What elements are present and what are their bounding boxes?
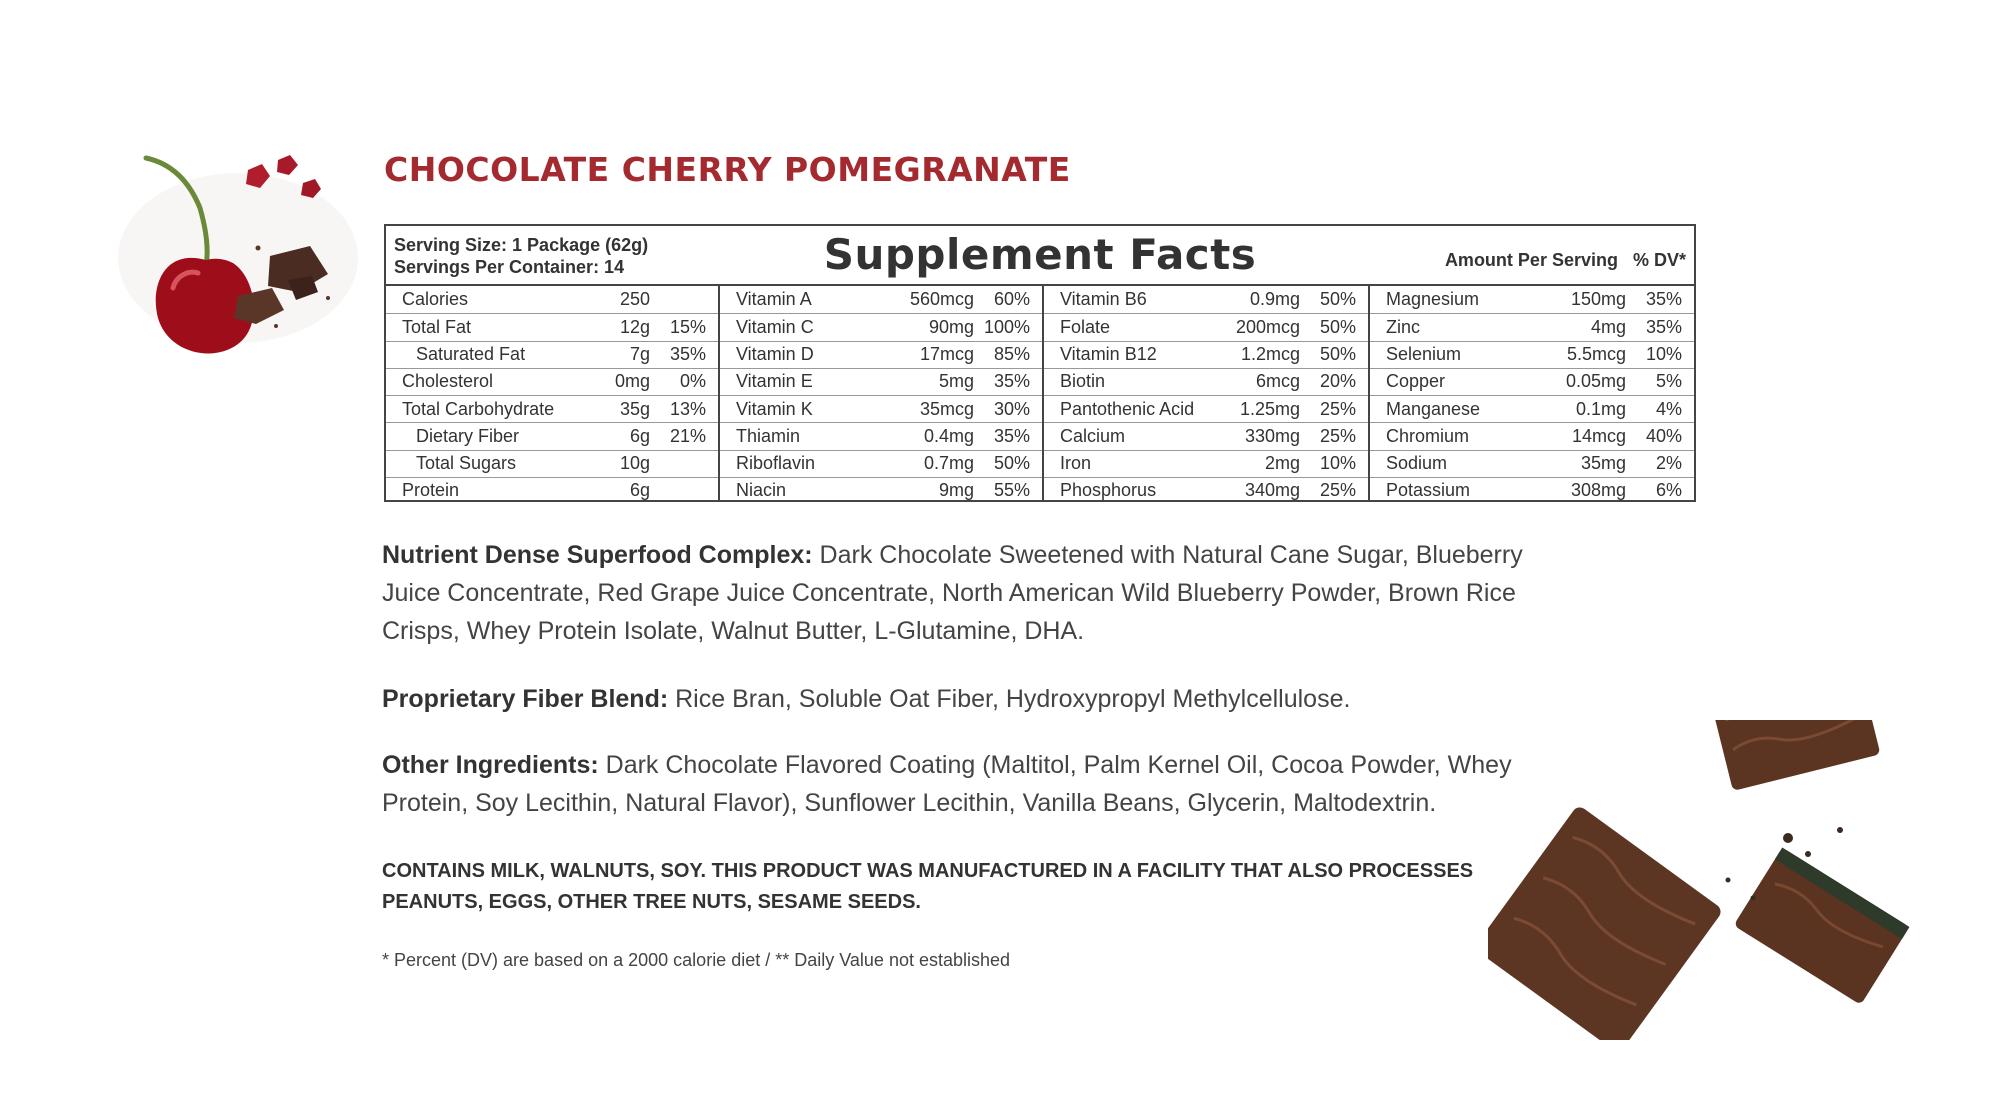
nutrient-row	[386, 286, 718, 313]
nutrient-amount: 17mcg	[919, 344, 974, 365]
nutrient-row	[1370, 395, 1694, 422]
nutrient-row	[720, 422, 1042, 449]
chocolate-bar-image	[1488, 720, 1958, 1040]
nutrient-name: Total Carbohydrate	[402, 398, 555, 419]
fiber-blend	[382, 680, 1542, 718]
nutrient-row	[1044, 450, 1368, 477]
nutrient-dv: 100%	[983, 316, 1030, 337]
nutrient-dv: 60%	[993, 289, 1030, 310]
nutrient-amount: 330mg	[1244, 425, 1300, 446]
nutrient-name: Magnesium	[1386, 289, 1480, 310]
nutrient-name: Sodium	[1386, 453, 1448, 474]
nutrient-row	[720, 450, 1042, 477]
nutrient-dv: 50%	[1319, 289, 1356, 310]
nutrient-row	[1370, 313, 1694, 340]
facts-column	[1370, 286, 1694, 500]
facts-column	[1044, 286, 1370, 500]
nutrient-amount: 35mg	[1580, 453, 1626, 474]
supplement-facts-panel	[384, 224, 1696, 502]
nutrient-dv: 25%	[1319, 398, 1356, 419]
nutrient-name: Saturated Fat	[416, 344, 526, 365]
nutrient-name: Thiamin	[736, 425, 801, 446]
nutrient-row	[386, 341, 718, 368]
nutrient-amount: 7g	[629, 344, 650, 365]
superfood-complex	[382, 536, 1542, 650]
nutrient-row	[386, 422, 718, 449]
facts-title: Supplement Facts	[823, 230, 1257, 279]
nutrient-amount: 6g	[629, 425, 650, 446]
nutrient-amount: 90mg	[928, 316, 974, 337]
allergen-statement: CONTAINS MILK, WALNUTS, SOY. THIS PRODUCT WAS MANUFACTURED IN A FACILITY THAT ALSO PROCESSES PEANUTS, EGGS, OTHER TREE NUTS, SESAME SEEDS.	[382, 860, 1474, 913]
nutrient-name: Vitamin D	[736, 344, 814, 365]
nutrient-row	[720, 341, 1042, 368]
nutrient-dv: 13%	[669, 398, 706, 419]
nutrient-dv: 50%	[1319, 344, 1356, 365]
nutrient-amount: 4mg	[1590, 316, 1626, 337]
nutrient-amount: 14mcg	[1571, 425, 1626, 446]
nutrient-amount: 35g	[619, 398, 650, 419]
nutrient-row	[1370, 341, 1694, 368]
nutrient-row	[1370, 286, 1694, 313]
nutrient-amount: 0.9mg	[1249, 289, 1300, 310]
nutrient-amount: 308mg	[1570, 480, 1626, 501]
nutrient-amount: 0.1mg	[1575, 398, 1626, 419]
nutrient-amount: 0mg	[614, 371, 650, 392]
nutrient-row	[386, 477, 718, 504]
other-text: Dark Chocolate Flavored Coating (Maltitol, Palm Kernel Oil, Cocoa Powder, Whey Protein, Soy Lecithin, Natural Flavor), Sunflower Lecithin, Vanilla Beans, Glycerin, Maltodextrin.	[382, 751, 1512, 817]
nutrient-row	[1370, 477, 1694, 504]
product-title: CHOCOLATE CHERRY POMEGRANATE	[384, 150, 1071, 189]
nutrient-amount: 9mg	[938, 480, 974, 501]
nutrient-name: Folate	[1060, 316, 1111, 337]
nutrient-name: Niacin	[736, 480, 787, 501]
nutrient-row	[1044, 368, 1368, 395]
nutrient-name: Calories	[402, 289, 469, 310]
nutrient-amount: 10g	[619, 453, 650, 474]
nutrient-amount: 0.05mg	[1565, 371, 1626, 392]
nutrient-row	[720, 286, 1042, 313]
superfood-label: Nutrient Dense Superfood Complex:	[382, 541, 813, 569]
nutrient-row	[1044, 286, 1368, 313]
nutrient-name: Riboflavin	[736, 453, 816, 474]
nutrient-row	[386, 450, 718, 477]
facts-column	[386, 286, 720, 500]
nutrient-amount: 1.25mg	[1239, 398, 1300, 419]
nutrient-row	[1044, 395, 1368, 422]
nutrient-amount: 12g	[619, 316, 650, 337]
other-ingredients	[382, 746, 1542, 822]
nutrient-dv: 85%	[993, 344, 1030, 365]
nutrient-name: Cholesterol	[402, 371, 494, 392]
nutrient-name: Copper	[1386, 371, 1446, 392]
nutrient-row	[720, 395, 1042, 422]
nutrient-row	[720, 477, 1042, 504]
nutrient-amount: 5mg	[938, 371, 974, 392]
nutrient-dv: 2%	[1655, 453, 1682, 474]
nutrient-row	[1370, 450, 1694, 477]
nutrient-amount: 560mcg	[909, 289, 974, 310]
nutrient-name: Vitamin B12	[1060, 344, 1157, 365]
facts-column	[720, 286, 1044, 500]
nutrient-dv: 30%	[993, 398, 1030, 419]
amount-header	[1435, 250, 1686, 271]
nutrient-amount: 1.2mcg	[1240, 344, 1300, 365]
facts-grid	[386, 286, 1694, 500]
nutrient-dv: 35%	[993, 425, 1030, 446]
nutrient-name: Protein	[402, 480, 460, 501]
nutrient-name: Vitamin B6	[1060, 289, 1147, 310]
other-label: Other Ingredients:	[382, 751, 599, 779]
superfood-text: Dark Chocolate Sweetened with Natural Cane Sugar, Blueberry Juice Concentrate, Red Grape Juice Concentrate, North American Wild Blueberry Powder, Brown Rice Crisps, Whey Protein Isolate, Walnut Butter, L-Glutamine, DHA.	[382, 541, 1523, 645]
nutrient-dv: 20%	[1319, 371, 1356, 392]
nutrient-dv: 35%	[993, 371, 1030, 392]
nutrient-dv: 6%	[1655, 480, 1682, 501]
nutrient-dv: 10%	[1645, 344, 1682, 365]
dv-label: % DV*	[1632, 250, 1686, 270]
nutrient-name: Calcium	[1060, 425, 1126, 446]
nutrient-amount: 6mcg	[1255, 371, 1300, 392]
nutrient-amount: 35mcg	[919, 398, 974, 419]
nutrient-name: Vitamin E	[736, 371, 813, 392]
cherry-chocolate-image	[88, 148, 368, 378]
dv-footnote: * Percent (DV) are based on a 2000 calorie diet / ** Daily Value not established	[382, 950, 1011, 970]
nutrient-name: Vitamin A	[736, 289, 812, 310]
nutrient-name: Zinc	[1386, 316, 1421, 337]
nutrient-dv: 50%	[993, 453, 1030, 474]
nutrient-dv: 5%	[1655, 371, 1682, 392]
nutrient-row	[1044, 341, 1368, 368]
nutrient-name: Total Fat	[402, 316, 472, 337]
nutrient-dv: 15%	[669, 316, 706, 337]
nutrient-row	[720, 368, 1042, 395]
servings-per-container: Servings Per Container: 14	[394, 257, 625, 277]
nutrient-name: Phosphorus	[1060, 480, 1157, 501]
nutrient-row	[386, 395, 718, 422]
nutrient-dv: 35%	[669, 344, 706, 365]
nutrient-amount: 200mcg	[1235, 316, 1300, 337]
fiber-text: Rice Bran, Soluble Oat Fiber, Hydroxypropyl Methylcellulose.	[675, 685, 1351, 713]
nutrient-name: Potassium	[1386, 480, 1471, 501]
nutrient-dv: 35%	[1645, 289, 1682, 310]
nutrient-row	[1044, 313, 1368, 340]
nutrient-name: Total Sugars	[416, 453, 517, 474]
nutrient-name: Selenium	[1386, 344, 1462, 365]
nutrient-dv: 40%	[1645, 425, 1682, 446]
nutrient-dv: 0%	[679, 371, 706, 392]
nutrient-dv: 21%	[669, 425, 706, 446]
amount-per-serving-label: Amount Per Serving	[1444, 250, 1618, 270]
nutrient-amount: 6g	[629, 480, 650, 501]
nutrient-name: Manganese	[1386, 398, 1481, 419]
nutrient-dv: 25%	[1319, 425, 1356, 446]
nutrient-name: Vitamin K	[736, 398, 813, 419]
nutrient-amount: 250	[619, 289, 650, 310]
nutrient-dv: 25%	[1319, 480, 1356, 501]
nutrient-row	[1044, 422, 1368, 449]
nutrient-name: Biotin	[1060, 371, 1106, 392]
nutrient-amount: 340mg	[1244, 480, 1300, 501]
nutrient-dv: 35%	[1645, 316, 1682, 337]
nutrient-amount: 0.4mg	[923, 425, 974, 446]
nutrient-name: Iron	[1060, 453, 1092, 474]
nutrient-dv: 10%	[1319, 453, 1356, 474]
facts-header	[386, 226, 1694, 286]
nutrient-row	[720, 313, 1042, 340]
nutrient-amount: 150mg	[1570, 289, 1626, 310]
nutrient-name: Dietary Fiber	[416, 425, 520, 446]
nutrient-name: Chromium	[1386, 425, 1470, 446]
nutrient-row	[386, 313, 718, 340]
nutrient-row	[386, 368, 718, 395]
nutrient-amount: 0.7mg	[923, 453, 974, 474]
nutrient-name: Vitamin C	[736, 316, 814, 337]
nutrient-amount: 2mg	[1264, 453, 1300, 474]
nutrient-dv: 4%	[1655, 398, 1682, 419]
nutrient-dv: 50%	[1319, 316, 1356, 337]
nutrient-amount: 5.5mcg	[1566, 344, 1626, 365]
nutrient-row	[1370, 422, 1694, 449]
nutrient-dv: 55%	[993, 480, 1030, 501]
nutrient-row	[1044, 477, 1368, 504]
fiber-label: Proprietary Fiber Blend:	[382, 685, 669, 713]
nutrient-row	[1370, 368, 1694, 395]
nutrient-name: Pantothenic Acid	[1060, 398, 1195, 419]
serving-size: Serving Size: 1 Package (62g)	[394, 235, 649, 255]
